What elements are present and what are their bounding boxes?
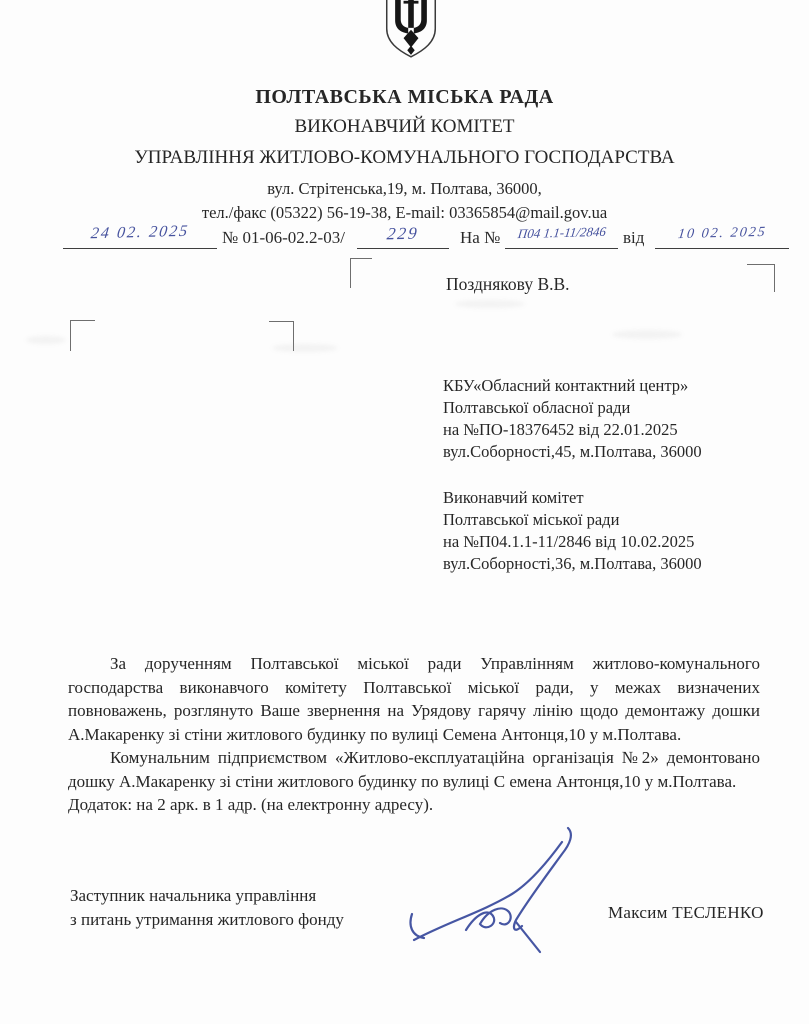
signer-name: Максим ТЕСЛЕНКО (608, 903, 764, 922)
corner-mark-left-zone (70, 320, 95, 351)
signer-position (70, 884, 344, 932)
incoming-number-handwriting: П04 1.1-11/2846 (516, 223, 607, 242)
attachment-note: Додаток: на 2 арк. в 1 адр. (на електронну адресу). (68, 795, 434, 814)
incoming-number-label: На № (460, 228, 501, 247)
org-contacts: тел./факс (05322) 56-19-38, E-mail: 03365854@mail.gov.ua (201, 203, 608, 222)
body-paragraph-1: За дорученням Полтавської міської ради Управлінням житлово-комунального господарства виконавчого комітету Полтавської міської ради, у межах визначених повноважень, розглянуто Ваше звернення на Урядову гарячу лінію щодо демонтажу дошки А.Макаренку зі стіни житлового будинку по вулиці Семена Антонця,10 у м.Полтава. (68, 654, 760, 744)
recipient-block-contact-center (443, 375, 702, 463)
scan-artifact (612, 330, 682, 339)
ukraine-trident-emblem (383, 0, 439, 59)
signer-position-line1: Заступник начальника управління (70, 886, 317, 905)
recipient-line: на №П04.1.1-11/2846 від 10.02.2025 (443, 532, 695, 551)
corner-mark-top-right-addressee (747, 264, 775, 292)
recipient-line: Виконавчий комітет (443, 488, 584, 507)
org-name-line3: УПРАВЛІННЯ ЖИТЛОВО-КОМУНАЛЬНОГО ГОСПОДАРСТВА (134, 147, 675, 168)
incoming-date-handwriting: 10 02. 2025 (676, 224, 768, 243)
incoming-number-field (505, 224, 618, 249)
incoming-date-label: від (623, 228, 645, 247)
outgoing-number-field (357, 224, 449, 249)
signer-position-line2: з питань утримання житлового фонду (70, 910, 344, 929)
recipient-line: на №ПО-18376452 від 22.01.2025 (443, 420, 678, 439)
scan-artifact (272, 344, 338, 352)
org-name-line2: ВИКОНАВЧИЙ КОМІТЕТ (294, 116, 515, 137)
body-paragraph-2: Комунальним підприємством «Житлово-експлуатаційна організація №2» демонтовано дошку А.Макаренку зі стіни житлового будинку по вулиці С емена Антонця,10 у м.Полтава. (68, 748, 760, 791)
outgoing-date-field (63, 224, 217, 249)
letter-body (68, 652, 760, 817)
org-name-line1: ПОЛТАВСЬКА МІСЬКА РАДА (255, 86, 554, 108)
recipient-line: КБУ«Обласний контактний центр» (443, 376, 689, 395)
corner-mark-top-left-addressee (350, 258, 372, 288)
outgoing-number-prefix: № 01-06-02.2-03/ (222, 228, 345, 247)
addressee-name: Позднякову В.В. (446, 274, 570, 294)
recipient-line: Полтавської міської ради (443, 510, 620, 529)
scan-artifact (26, 336, 66, 344)
org-address: вул. Стрітенська,19, м. Полтава, 36000, (267, 179, 542, 198)
scan-artifact (455, 300, 525, 308)
incoming-date-field (655, 224, 789, 249)
handwritten-signature (408, 818, 598, 963)
recipient-line: вул.Соборності,36, м.Полтава, 36000 (443, 554, 702, 573)
recipient-block-executive-committee (443, 487, 702, 575)
outgoing-date-handwriting: 24 02. 2025 (89, 222, 191, 243)
recipient-line: Полтавської обласної ради (443, 398, 631, 417)
recipient-line: вул.Соборності,45, м.Полтава, 36000 (443, 442, 702, 461)
outgoing-number-handwriting: 229 (386, 223, 420, 244)
